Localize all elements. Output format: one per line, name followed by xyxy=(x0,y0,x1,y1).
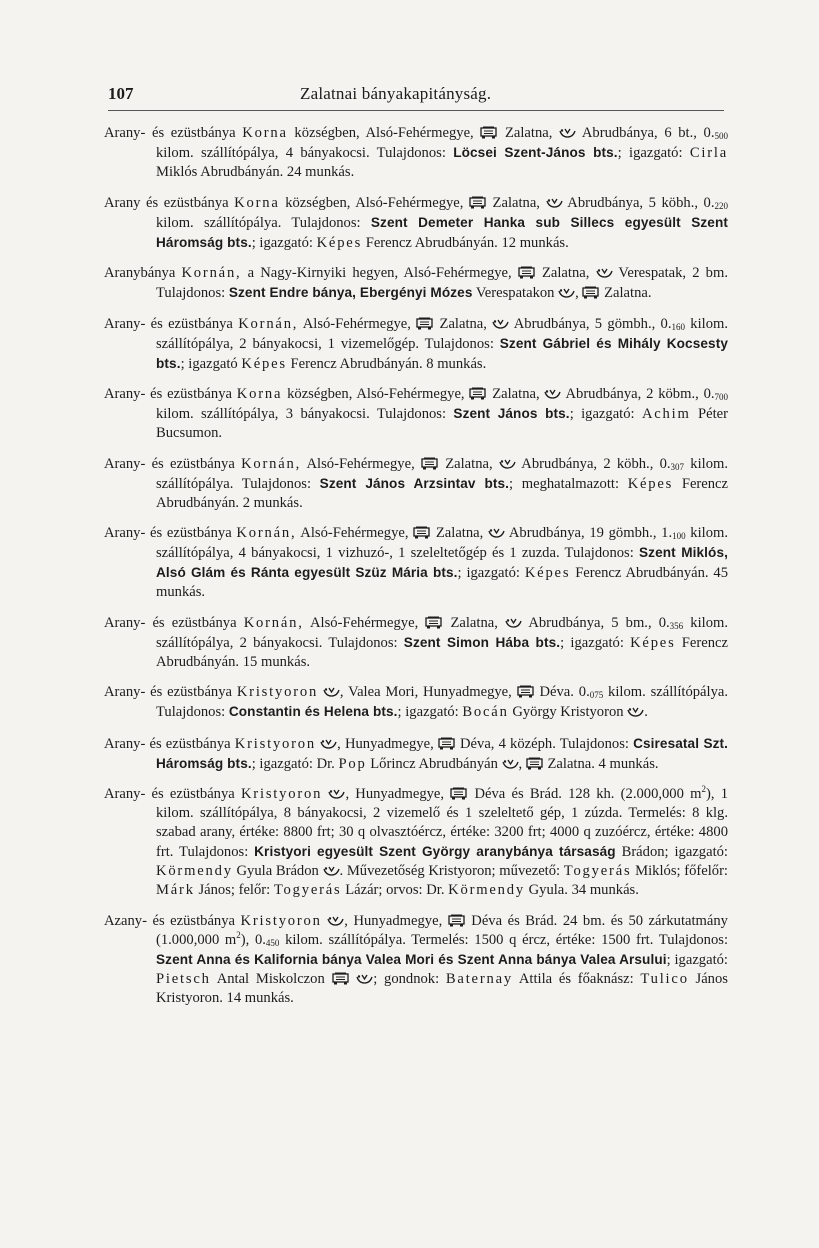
post-office-icon xyxy=(499,458,516,470)
telegraph-icon xyxy=(518,266,536,279)
telegraph-icon xyxy=(526,757,544,770)
header-rule xyxy=(108,110,724,111)
telegraph-icon xyxy=(448,914,466,927)
page-header xyxy=(108,84,728,106)
post-office-icon xyxy=(559,127,576,139)
telegraph-icon xyxy=(469,196,487,209)
post-office-icon xyxy=(596,267,613,279)
telegraph-icon xyxy=(469,387,487,400)
telegraph-icon xyxy=(332,972,350,985)
telegraph-icon xyxy=(416,317,434,330)
mine-entry: Arany- és ezüstbánya Kristyoron , Valea Mori, Hunyadmegye, Déva. $0._{075}$ kilom. szállítópálya. Tulajdonos: Constantin és Helena bts.; igazgató: Bocán György Kristyoron . xyxy=(104,684,728,720)
telegraph-icon xyxy=(421,457,439,470)
telegraph-icon xyxy=(450,787,468,800)
mine-entry: Arany- és ezüstbánya Kornán, Alsó-Fehérmegye, Zalatna, Abrudbánya, 19 gömbh., $1._{100}$ kilom. szállítópálya, 4 bányakocsi, 1 vizhuzó-, 1 szeleltetőgép és 1 zuzda. Tulajdonos: Szent Miklós, Alsó Glám és Ránta egyesült Szüz Mária bts.; igazgató: Képes Ferencz Abrudbányán. 45 munkás. xyxy=(104,525,729,600)
post-office-icon xyxy=(323,865,340,877)
running-head: Zalatnai bányakapitányság. xyxy=(300,84,492,103)
post-office-icon xyxy=(558,287,575,299)
mine-entry: Arany és ezüstbánya Korna községben, Alsó-Fehérmegye, Zalatna, Abrudbánya, 5 köbh., $0._{220}$ kilom. szállítópálya. Tulajdonos: Szent Demeter Hanka sub Sillecs egyesült Szent Háromság bts.; igazgató: Képes Ferencz Abrudbányán. 12 munkás. xyxy=(104,194,728,251)
post-office-icon xyxy=(356,973,373,985)
mine-entry: Arany- és ezüstbánya Kristyoron , Hunyadmegye, Déva és Brád. 128 kh. (2.000,000 $m^2$), 1 kilom. szállítópálya, 8 bányakocsi, 2 vizemelő és 1 szeleltető gép, 1 zúzda. Termelés: 8 klg. szabad arany, értéke: 8800 frt; 30 q olvasztóércz, értéke: 3200 frt; 4000 q zuzóércz, értéke: 4800 frt. Tulajdonos: Kristyori egyesült Szent György aranybánya társaság Brádon; igazgató: Körmendy Gyula Brádon . Művezetőség Kristyoron; művezető: Togyerás Miklós; főfelőr: Márk János; felőr: Togyerás Lázár; orvos: Dr. Körmendy Gyula. 34 munkás. xyxy=(104,784,728,898)
post-office-icon xyxy=(505,617,522,629)
mine-entries-list xyxy=(104,124,728,1019)
telegraph-icon xyxy=(480,126,498,139)
post-office-icon xyxy=(627,706,644,718)
mine-entry: Arany- és ezüstbánya Kornán, Alsó-Fehérmegye, Zalatna, Abrudbánya, 2 köbh., $0._{307}$ kilom. szállítópálya. Tulajdonos: Szent János Arzsintav bts.; meghatalmazott: Képes Ferencz Abrudbányán. 2 munkás. xyxy=(104,455,729,511)
mine-entry: Arany- és ezüstbánya Korna községben, Alsó-Fehérmegye, Zalatna, Abrudbánya, 6 bt., $0._{500}$ kilom. szállítópálya, 4 bányakocsi. Tulajdonos: Löcsei Szent-János bts.; igazgató: Cirla Miklós Abrudbányán. 24 munkás. xyxy=(104,125,729,180)
telegraph-icon xyxy=(425,616,443,629)
telegraph-icon xyxy=(517,685,535,698)
mine-entry: Arany- és ezüstbánya Korna községben, Alsó-Fehérmegye, Zalatna, Abrudbánya, 2 köbm., $0._{700}$ kilom. szállítópálya, 3 bányakocsi. Tulajdonos: Szent János bts.; igazgató: Achim Péter Bucsumon. xyxy=(104,386,729,441)
post-office-icon xyxy=(544,388,561,400)
page-number: 107 xyxy=(108,84,134,103)
post-office-icon xyxy=(502,758,519,770)
post-office-icon xyxy=(323,686,340,698)
post-office-icon xyxy=(492,318,509,330)
telegraph-icon xyxy=(438,737,456,750)
mine-entry: Arany- és ezüstbánya Kristyoron , Hunyadmegye, Déva, 4 középh. Tulajdonos: Csiresatal Szt. Háromság bts.; igazgató: Dr. Pop Lőrincz Abrudbányán , Zalatna. 4 munkás. xyxy=(104,735,729,772)
mine-entry: Arany- és ezüstbánya Kornán, Alsó-Fehérmegye, Zalatna, Abrudbánya, 5 gömbh., $0._{160}$ kilom. szállítópálya, 2 bányakocsi, 1 vizemelőgép. Tulajdonos: Szent Gábriel és Mihály Kocsesty bts.; igazgató Képes Ferencz Abrudbányán. 8 munkás. xyxy=(104,315,728,372)
mine-entry: Aranybánya Kornán, a Nagy-Kirnyiki hegyen, Alsó-Fehérmegye, Zalatna, Verespatak, 2 bm. Tulajdonos: Szent Endre bánya, Ebergényi Mózes Verespatakon , Zalatna. xyxy=(104,265,728,301)
post-office-icon xyxy=(488,527,505,539)
post-office-icon xyxy=(327,915,344,927)
mine-entry: Azany- és ezüstbánya Kristyoron , Hunyadmegye, Déva és Brád. 24 bm. és 50 zárkutatmány (1.000,000 $m^2$), $0._{450}$ kilom. szállítópálya. Termelés: 1500 q ércz, értéke: 1500 frt. Tulajdonos: Szent Anna és Kalifornia bánya Valea Mori és Szent Anna bánya Valea Arsului; igazgató: Pietsch Antal Miskolczon ; gondnok: Baternay Attila és főaknász: Tulico János Kristyoron. 14 munkás. xyxy=(104,912,728,1006)
post-office-icon xyxy=(320,738,337,750)
telegraph-icon xyxy=(582,286,600,299)
telegraph-icon xyxy=(413,526,431,539)
mine-entry: Arany- és ezüstbánya Kornán, Alsó-Fehérmegye, Zalatna, Abrudbánya, 5 bm., $0._{356}$ kilom. szállítópálya, 2 bányakocsi. Tulajdonos: Szent Simon Hába bts.; igazgató: Képes Ferencz Abrudbányán. 15 munkás. xyxy=(104,614,728,670)
post-office-icon xyxy=(546,197,563,209)
post-office-icon xyxy=(328,788,345,800)
